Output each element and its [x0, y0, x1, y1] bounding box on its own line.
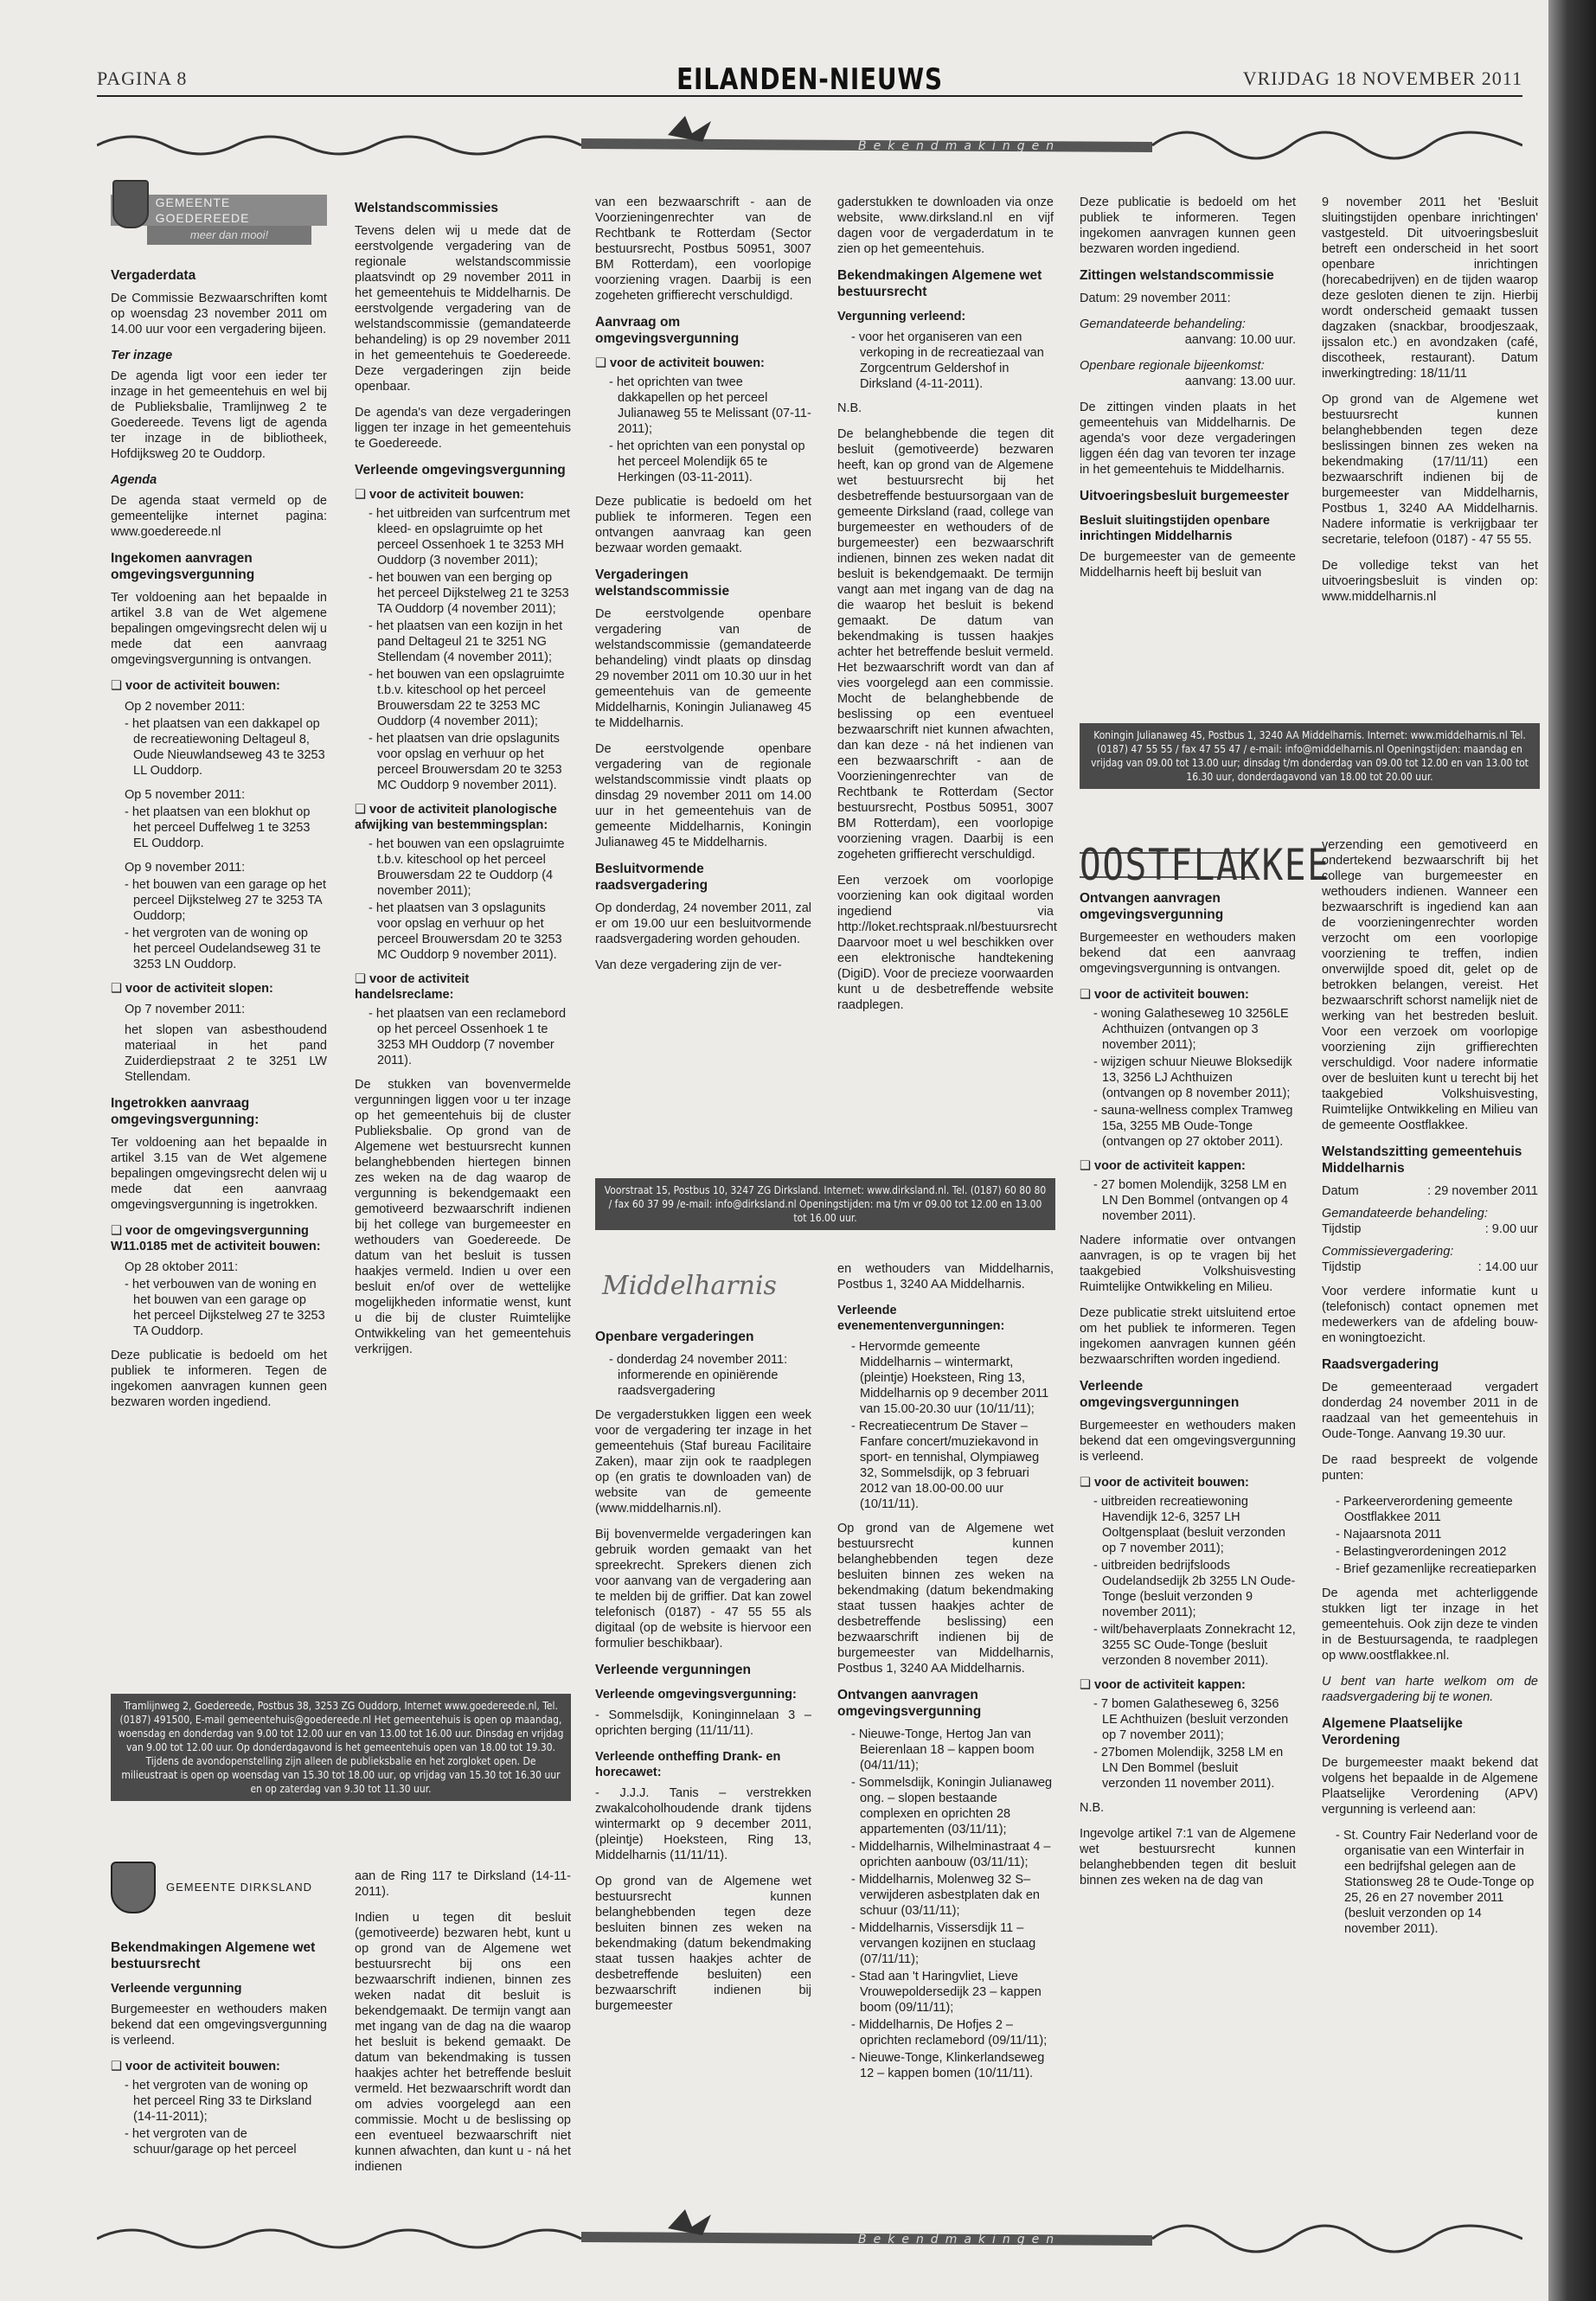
list-item: - Parkeerverordening gemeente Oostflakkee 2011	[1336, 1494, 1538, 1525]
paragraph: - J.J.J. Tanis – verstrekken zwakalcoholhoudende drank tijdens wintermarkt op 9 december 2011, (pleintje) Hoeksteen, Ring 13, Middelharnis (11/11/11).	[595, 1786, 811, 1862]
paragraph: Deze publicatie strekt uitsluitend ertoe om het publiek te informeren. Tegen ingekomen aanvragen kunnen géén bezwaarschriften worden ingediend.	[1080, 1306, 1296, 1367]
paragraph: Van deze vergadering zijn de ver-	[595, 958, 782, 972]
time: aanvang: 10.00 uur.	[1184, 333, 1296, 347]
paragraph: Op grond van de Algemene wet bestuursrecht kunnen belanghebbenden tegen deze besluiten binnen zes weken na bekendmaking (datum bekendmaking staat tussen haakjes achter de desbetreffende besluiten) een bezwaarschrift indienen bij burgemeester	[595, 1875, 811, 2013]
heading: Ingetrokken aanvraag omgevingsvergunning:	[111, 1096, 260, 1127]
list-item: - het vergroten van de schuur/garage op het perceel	[125, 2126, 327, 2157]
heading: Verleende ontheffing Drank- en horecawet:	[595, 1750, 781, 1779]
paragraph: De burgemeester van de gemeente Middelharnis heeft bij besluit van	[1080, 550, 1296, 580]
paragraph: Voor verdere informatie kunt u (telefonisch) contact opnemen met medewerkers van de afdeling bouw- en woningtoezicht.	[1322, 1285, 1538, 1345]
label: Openbare regionale bijeenkomst:	[1080, 359, 1265, 373]
heading: Vergaderingen welstandscommissie	[595, 567, 730, 599]
key: Tijdstip	[1322, 1260, 1362, 1274]
middelharnis-column-3	[595, 1261, 811, 2024]
dirksland-column-2	[355, 1868, 571, 2185]
svg-text:Bekendmakingen: Bekendmakingen	[858, 2233, 1061, 2247]
list	[111, 1277, 327, 1339]
activity-heading: ❑ voor de activiteit kappen:	[1080, 1158, 1296, 1174]
column-2	[355, 195, 571, 1368]
heading: Raadsvergadering	[1322, 1357, 1439, 1372]
date-line: Op 7 november 2011:	[125, 1003, 246, 1016]
dirksland-logo: GEMEENTE DIRKSLAND	[111, 1862, 327, 1913]
newspaper-title: EILANDEN-NIEUWS	[676, 62, 943, 97]
list-item: - Stad aan 't Haringvliet, Lieve Vrouwepoldersedijk 23 – kappen boom (09/11/11);	[851, 1969, 1054, 2016]
heading: Agenda	[111, 473, 157, 487]
list-item: - het vergroten van de woning op het perceel Ring 33 te Dirksland (14-11-2011);	[125, 2078, 327, 2125]
paragraph: 9 november 2011 het 'Besluit sluitingstijden openbare inrichtingen' vastgesteld. Dit uitvoeringsbesluit betreft een onderscheid in het soort openbare inrichtingen (horecabedrijven) en de tijden waarop deze gesloten dienen te zijn. Hierbij wordt onderscheid gemaakt tussen dagzaken (snackbar, broodjeszaak, ijssalon etc.) en avondzaken (café, discotheek, restaurant). Datum inwerkingtreding: 18/11/11	[1322, 195, 1538, 381]
activity-heading: ❑ voor de activiteit planologische afwijking van bestemmingsplan:	[355, 802, 571, 833]
heading: Aanvraag om omgevingsvergunning	[595, 315, 740, 346]
paragraph: Op grond van de Algemene wet bestuursrecht kunnen belanghebbenden tegen deze besluiten binnen zes weken na bekendmaking (datum bekendmaking staat tussen haakjes achter de desbetreffende beslissing) een bezwaarschrift indienen bij de burgemeester van Middelharnis, Postbus 1, 3240 AA Middelharnis.	[837, 1522, 1054, 1676]
list-item: - het verbouwen van de woning en het bouwen van een garage op het perceel Dijkstelweg 27 te 3253 TA Ouddorp.	[125, 1277, 327, 1339]
row	[1322, 1259, 1538, 1275]
activity-heading: ❑ voor de omgevingsvergunning W11.0185 met de activiteit bouwen:	[111, 1223, 327, 1254]
list-item: - het oprichten van een ponystal op het perceel Molendijk 65 te Herkingen (03-11-2011).	[609, 439, 811, 485]
heading: Ingekomen aanvragen omgevingsvergunning	[111, 551, 255, 582]
value: : 14.00 uur	[1477, 1260, 1538, 1274]
paragraph: De gemeenteraad vergadert donderdag 24 november 2011 in de raadzaal van het gemeentehuis in Oude-Tonge. Aanvang 19.30 uur.	[1322, 1381, 1538, 1441]
heading: Ontvangen aanvragen omgevingsvergunning	[837, 1688, 982, 1719]
paragraph: Burgemeester en wethouders maken bekend dat een omgevingsvergunning is verleend.	[1080, 1419, 1296, 1464]
list-item: - het plaatsen van een blokhut op het perceel Duffelweg 1 te 3253 EL Ouddorp.	[125, 804, 327, 851]
key: Tijdstip	[1322, 1222, 1362, 1236]
heading: Ontvangen aanvragen omgevingsvergunning	[1080, 891, 1224, 922]
list	[111, 716, 327, 779]
paragraph: Datum: 29 november 2011:	[1080, 292, 1231, 305]
oostflakkee-column-5	[1080, 840, 1330, 1899]
paragraph: aan de Ring 117 te Dirksland (14-11-2011).	[355, 1869, 571, 1899]
coat-of-arms-icon	[111, 1862, 156, 1913]
list	[111, 804, 327, 851]
paragraph: De volledige tekst van het uitvoeringsbesluit is vinden op: www.middelharnis.nl	[1322, 559, 1538, 604]
heading: Besluitvormende raadsvergadering	[595, 862, 708, 893]
heading: Verleende omgevingsvergunning	[355, 463, 566, 478]
paragraph: Nadere informatie over ontvangen aanvragen, is op te vragen bij het taakgebied Volkshuisvesting Ruimtelijke Ontwikkeling en Milieu.	[1080, 1234, 1296, 1294]
label: Gemandateerde behandeling:	[1322, 1207, 1488, 1221]
column-5	[1080, 195, 1296, 591]
list	[1080, 1006, 1296, 1150]
list-item: - 7 bomen Galatheseweg 6, 3256 LE Achthuizen (besluit verzonden op 7 november 2011);	[1093, 1696, 1296, 1743]
activity-heading: ❑ voor de activiteit bouwen:	[355, 487, 571, 503]
paragraph: De eerstvolgende openbare vergadering van de welstandscommissie (gemandateerde behandeling) vindt plaats op dinsdag 29 november 2011 om 10.30 uur in het gemeentehuis van de gemeente Middelharnis, Koningin Julianaweg 45 te Middelharnis.	[595, 607, 811, 730]
paragraph: De stukken van bovenvermelde vergunningen liggen voor u ter inzage op het gemeentehuis bij de cluster Publieksbalie. Op grond van de Algemene wet bestuursrecht kunnen belanghebbenden hiertegen binnen zes weken na de dag waarop de vergunning is bekendgemaakt een gemotiveerd bezwaarschrift indienen bij het college van burgemeester en wethouders van Goedereede. De datum van het besluit is tussen haakjes vermeld. Indien u over een besluit en/of over de wettelijke mogelijkheden informatie wenst, kunt u die bij de cluster Ruimtelijke Ontwikkeling van het gemeentehuis verkrijgen.	[355, 1078, 571, 1356]
paragraph: De agenda ligt voor een ieder ter inzage in het gemeentehuis en wel bij de Publieksbalie, Tramlijnweg 2 te Goedereede. Tevens ligt de agenda ter inzage in de bibliotheek, Hofdijksweg 20 te Ouddorp.	[111, 369, 327, 461]
date-line: Op 5 november 2011:	[125, 788, 246, 802]
list	[837, 1727, 1054, 2081]
heading: Openbare vergaderingen	[595, 1330, 754, 1344]
list	[1080, 1494, 1296, 1669]
middelharnis-contact-box: Koningin Julianaweg 45, Postbus 1, 3240 AA Middelharnis. Internet: www.middelharnis.nl Tel. (0187) 47 55 55 / fax 47 55 47 / e-mail: info@middelharnis.nl Openingstijden: maandag en vrijdag van 09.00 tot 13.00 uur; dinsdag t/m donderdag van 09.00 tot 12.00 en van 13.00 tot 16.30 uur, donderdagavond van 18.00 tot 20.00 uur.	[1080, 723, 1540, 789]
dirksland-column-1	[111, 1853, 327, 2166]
paragraph: De agenda's van deze vergaderingen liggen ter inzage in het gemeentehuis te Goedereede.	[355, 406, 571, 451]
list-item: - het plaatsen van een kozijn in het pand Deltageul 21 te 3251 NG Stellendam (4 november 2011);	[369, 619, 571, 665]
list-item: - Najaarsnota 2011	[1336, 1527, 1538, 1542]
value: : 29 november 2011	[1427, 1184, 1538, 1198]
middelharnis-logo: Middelharnis	[602, 1271, 777, 1301]
paragraph: De zittingen vinden plaats in het gemeentehuis van Middelharnis. De agenda's voor deze vergaderingen liggen één dag van tevoren ter inzage in het gemeentehuis te Middelharnis.	[1080, 401, 1296, 477]
activity-heading: ❑ voor de activiteit kappen:	[1080, 1677, 1296, 1693]
list-item: - donderdag 24 november 2011: informerende en opiniërende raadsvergadering	[609, 1352, 811, 1399]
heading: Besluit sluitingstijden openbare inrichtingen Middelharnis	[1080, 514, 1270, 543]
paragraph: De vergaderstukken liggen een week voor de vergadering ter inzage in het gemeentehuis (Staf bureau Facilitaire Zaken), maar zijn ook te raadplegen op (en gratis te downloaden van) de website van de gemeente (www.middelharnis.nl).	[595, 1408, 811, 1516]
date-line: Op 9 november 2011:	[125, 861, 246, 875]
list	[837, 330, 1054, 392]
paragraph: en wethouders van Middelharnis, Postbus 1, 3240 AA Middelharnis.	[837, 1262, 1054, 1292]
list-item: - het plaatsen van 3 opslagunits voor opslag en verhuur op het perceel Brouwersdam 20 te 3253 MC Ouddorp 9 november 2011).	[369, 901, 571, 963]
heading: Welstandszitting gemeentehuis Middelharnis	[1322, 1144, 1522, 1176]
column-6	[1322, 195, 1538, 615]
heading: Verleende omgevingsvergunning:	[595, 1688, 797, 1702]
paragraph: Ter voldoening aan het bepaalde in artikel 3.15 van de Wet algemene bepalingen omgevingsrecht delen wij u mede dat een aanvraag omgevingsvergunning is ingetrokken.	[111, 1136, 327, 1212]
paragraph: - Sommelsdijk, Koninginnelaan 3 – oprichten berging (11/11/11).	[595, 1708, 811, 1738]
list-item: - Sommelsdijk, Koningin Julianaweg ong. – slopen bestaande complexen en oprichten 28 appartementen (03/11/11);	[851, 1775, 1054, 1837]
heading: Bekendmakingen Algemene wet bestuursrecht	[111, 1940, 316, 1971]
paragraph: Tevens delen wij u mede dat de eerstvolgende vergadering van de regionale welstandscommissie plaatsvindt op 29 november 2011 in het gemeentehuis te Middelharnis. De eerstvolgende vergadering van de welstandscommissie (gemandateerde behandeling) is op 29 november 2011 in het gemeentehuis te Goedereede. Deze vergaderingen zijn beide openbaar.	[355, 224, 571, 394]
list-item: - uitbreiden bedrijfsloods Oudelandsedijk 2b 3255 LN Oude-Tonge (besluit verzonden 9 november 2011);	[1093, 1558, 1296, 1620]
section-banner-top	[97, 111, 1522, 163]
value: : 9.00 uur	[1484, 1222, 1538, 1236]
oostflakkee-logo: OOSTFLAKKEE	[1080, 840, 1330, 890]
list-item: - het bouwen van een opslagruimte t.b.v. kiteschool op het perceel Brouwersdam 22 te 3253 MC Ouddorp (4 november 2011);	[369, 667, 571, 729]
dirksland-contact-box: Voorstraat 15, Postbus 10, 3247 ZG Dirksland. Internet: www.dirksland.nl. Tel. (0187) 60 80 80 / fax 60 37 99 /e-mail: info@dirksland.nl Openingstijden: ma t/m vr 09.00 tot 12.00 en 13.00 tot 16.00 uur.	[595, 1178, 1055, 1230]
list-item: - Nieuwe-Tonge, Hertog Jan van Beierenlaan 18 – kappen boom (04/11/11);	[851, 1727, 1054, 1773]
paragraph: Op donderdag, 24 november 2011, zal er om 19.00 uur een besluitvormende raadsvergadering worden gehouden.	[595, 901, 811, 946]
list-item: - wilt/behaverplaats Zonnekracht 12, 3255 SC Oude-Tonge (besluit verzonden 8 november 2011).	[1093, 1622, 1296, 1669]
label: Gemandateerde behandeling:	[1080, 317, 1246, 331]
list	[1322, 1828, 1538, 1937]
page-edge-shadow	[1548, 0, 1596, 2301]
activity-heading: ❑ voor de activiteit bouwen:	[111, 2059, 327, 2074]
paragraph: N.B.	[837, 401, 862, 415]
heading: Zittingen welstandscommissie	[1080, 268, 1274, 283]
svg-text:Bekendmakingen: Bekendmakingen	[858, 139, 1061, 153]
row	[1322, 1221, 1538, 1237]
list	[111, 2078, 327, 2157]
list-item: - 27bomen Molendijk, 3258 LM en LN Den Bommel (besluit verzonden 11 november 2011).	[1093, 1745, 1296, 1791]
paragraph: Ter voldoening aan het bepaalde in artikel 3.8 van de Wet algemene bepalingen omgevingsrecht delen wij u mede dat een aanvraag omgevingsvergunning is ontvangen.	[111, 591, 327, 667]
page-number: PAGINA 8	[97, 67, 188, 89]
list-item: - Recreatiecentrum De Staver – Fanfare concert/muziekavond in sport- en tennishal, Olympiaweg 32, Sommelsdijk, op 3 februari 2012 van 18.00-00.00 uur (10/11/11).	[851, 1419, 1054, 1512]
list-item: - het bouwen van een garage op het perceel Dijkstelweg 27 te 3253 TA Ouddorp;	[125, 877, 327, 924]
row	[1322, 1183, 1538, 1199]
paragraph: De eerstvolgende openbare vergadering van de regionale welstandscommissie vindt plaats op dinsdag 29 november 2011 om 14.00 uur in het gemeentehuis van de gemeente Middelharnis, Koningin Julianaweg 45 te Middelharnis.	[595, 742, 811, 849]
time: aanvang: 13.00 uur.	[1184, 375, 1296, 388]
paragraph: Op grond van de Algemene wet bestuursrecht kunnen belanghebbenden tegen deze beslissingen binnen zes weken na bekendmaking (17/11/11) een bezwaarschrift indienen bij de burgemeester van Middelharnis, Postbus 1, 3240 AA Middelharnis. Nadere informatie is verkrijgbaar ter secretarie, telefoon (0187) - 47 55 55.	[1322, 393, 1538, 547]
issue-date: VRIJDAG 18 NOVEMBER 2011	[1242, 67, 1522, 89]
paragraph: Indien u tegen dit besluit (gemotiveerde) bezwaren hebt, kunt u op grond van de Algemene wet bestuursrecht bij ons een bezwaarschrift indienen, binnen zes weken nadat dit besluit is bekendgemaakt. De termijn vangt aan met ingang van de dag na die waarop het besluit is bekend gemaakt. De datum van bekendmaking is tussen haakjes achter het betreffende besluit vermeld. Het bezwaarschrift wordt dan om advies voorgelegd aan een commissie. Mocht u de beslissing op een eventueel bezwaarschrift niet kunnen afwachten, dan kunt u - ná het indienen	[355, 1911, 571, 2174]
date-line: Op 28 oktober 2011:	[125, 1260, 239, 1274]
paragraph: het slopen van asbesthoudend materiaal in het pand Zuiderdiepstraat 2 te 3251 LW Stellendam.	[125, 1023, 327, 1084]
list-item: - het uitbreiden van surfcentrum met kleed- en opslagruimte op het perceel Ossenhoek 1 te 3253 MH Ouddorp (3 november 2011);	[369, 506, 571, 568]
heading: Verleende vergunning	[111, 1982, 242, 1996]
paragraph: Burgemeester en wethouders maken bekend dat een omgevingsvergunning is verleend.	[111, 2003, 327, 2048]
heading: Verleende omgevingsvergunningen	[1080, 1379, 1240, 1410]
list-item: - het oprichten van twee dakkapellen op het perceel Julianaweg 55 te Melissant (07-11-2011);	[609, 375, 811, 437]
paragraph: Ingevolge artikel 7:1 van de Algemene wet bestuursrecht kunnen belanghebbenden tegen dit besluit binnen zes weken na de dag van	[1080, 1827, 1296, 1888]
paragraph: van een bezwaarschrift - aan de Voorzieningenrechter van de Rechtbank te Rotterdam (Sector bestuursrecht, Postbus 50951, 3007 BM Rotterdam), een voorlopige voorziening vragen. Daarbij is een zogeheten griffierecht verschuldigd.	[595, 195, 811, 303]
heading: Ter inzage	[111, 349, 173, 362]
heading: Vergaderdata	[111, 268, 196, 283]
list	[1322, 1494, 1538, 1577]
list-item: - Middelharnis, Molenweg 32 S– verwijderen asbestplaten dak en schuur (03/11/11);	[851, 1872, 1054, 1919]
paragraph: verzending een gemotiveerd en ondertekend bezwaarschrift bij het college van burgemeester en wethouders indienen. Wanneer een bezwaarschrift is ingediend kan aan de voorzieningenrechter worden verzocht om een voorlopige voorziening te treffen, indien onverwijlde spoed dit, gelet op de betrokken belangen, vereist. Het bezwaarschrift schorst namelijk niet de werking van het bestreden besluit. Voor een verzoek om voorlopige voorziening zijn griffierechten verschuldigd. Voor nadere informatie over de besluiten kunt u terecht bij het taakgebied Volkshuisvesting, Ruimtelijke Ontwikkeling en Milieu van de gemeente Oostflakkee.	[1322, 838, 1538, 1132]
page-header	[97, 61, 1522, 97]
list-item: - het bouwen van een berging op het perceel Dijkstelweg 21 te 3253 TA Ouddorp (4 november 2011);	[369, 570, 571, 617]
paragraph: De agenda met achterliggende stukken ligt ter inzage in het gemeentehuis. Ook zijn deze te vinden in de Bestuursagenda, te raadplegen op www.oostflakkee.nl.	[1322, 1586, 1538, 1663]
list-item: - het plaatsen van drie opslagunits voor opslag en verhuur op het perceel Brouwersdam 20 te 3253 MC Ouddorp 9 november 2011).	[369, 731, 571, 793]
list-item: - wijzigen schuur Nieuwe Bloksedijk 13, 3256 LJ Achthuizen (ontvangen op 8 november 2011);	[1093, 1054, 1296, 1101]
list-item: - het vergroten van de woning op het perceel Oudelandseweg 31 te 3253 LN Ouddorp.	[125, 926, 327, 972]
paragraph: gaderstukken te downloaden via onze website, www.dirksland.nl en vijf dagen voor de vergaderdatum in te zien op het gemeentehuis.	[837, 195, 1054, 256]
paragraph: De agenda staat vermeld op de gemeentelijke internet pagina: www.goedereede.nl	[111, 494, 327, 539]
coat-of-arms-icon	[112, 180, 149, 228]
list-item: - 27 bomen Molendijk, 3258 LM en LN Den Bommel (ontvangen op 4 november 2011).	[1093, 1177, 1296, 1224]
heading: Algemene Plaatselijke Verordening	[1322, 1716, 1463, 1747]
list	[1080, 1696, 1296, 1791]
list	[355, 1006, 571, 1068]
heading: Verleende evenementenvergunningen:	[837, 1304, 1005, 1333]
heading: Welstandscommissies	[355, 201, 498, 215]
heading: Bekendmakingen Algemene wet bestuursrecht	[837, 268, 1042, 299]
list-item: - Middelharnis, Vissersdijk 11 – vervangen kozijnen en stuclaag (07/11/11);	[851, 1920, 1054, 1967]
list-item: - het plaatsen van een dakkapel op de recreatiewoning Deltageul 8, Oude Nieuwlandseweg 43 te 3253 LL Ouddorp.	[125, 716, 327, 779]
paragraph: Burgemeester en wethouders maken bekend dat een aanvraag omgevingsvergunning is ontvangen.	[1080, 931, 1296, 976]
list	[355, 506, 571, 793]
list	[111, 877, 327, 972]
list-item: - het bouwen van een opslagruimte t.b.v. kiteschool op het perceel Brouwersdam 22 te Ouddorp (4 november 2011);	[369, 836, 571, 899]
paragraph: Deze publicatie is bedoeld om het publiek te informeren. Tegen de ingekomen aanvragen kunnen geen bezwaren worden ingediend.	[111, 1349, 327, 1409]
heading: Vergunning verleend:	[837, 310, 966, 324]
goedereede-slogan: meer dan mooi!	[147, 226, 311, 245]
paragraph: De burgemeester maakt bekend dat volgens het bepaalde in de Algemene Plaatselijke Verordening (APV) vergunning is verleend aan:	[1322, 1756, 1538, 1817]
column-3	[595, 195, 811, 984]
section-banner-bottom	[97, 2204, 1522, 2256]
list	[595, 375, 811, 485]
heading: Uitvoeringsbesluit burgemeester	[1080, 489, 1290, 503]
heading: Verleende vergunningen	[595, 1663, 752, 1677]
activity-heading: ❑ voor de activiteit slopen:	[111, 981, 327, 997]
list-item: - Nieuwe-Tonge, Klinkerlandseweg 12 – kappen bomen (10/11/11).	[851, 2050, 1054, 2081]
activity-heading: ❑ voor de activiteit bouwen:	[595, 356, 811, 371]
list-item: - Middelharnis, Wilhelminastraat 4 – oprichten aanbouw (03/11/11);	[851, 1839, 1054, 1870]
list-item: - Belastingverordeningen 2012	[1336, 1544, 1538, 1560]
list-item: - Middelharnis, De Hofjes 2 – oprichten reclamebord (09/11/11);	[851, 2017, 1054, 2048]
paragraph: De belanghebbende die tegen dit besluit (gemotiveerde) bezwaren heeft, kan op grond van de Algemene wet bestuursrecht bij het desbetreffende bestuursorgaan van de gemeente Dirksland (raad, college van burgemeester en wethouders of de burgemeester) een bezwaarschrift indienen, binnen zes weken nadat dit besluit is bekendgemaakt. De termijn vangt aan met ingang van de dag na die waarop het besluit is bekend gemaakt. De datum van bekendmaking is tussen haakjes achter het betreffende besluit vermeld. Het bezwaarschrift wordt van dan af vies voorgelegd aan een commissie. Mocht de belanghebbende de beslissing op een eventueel bezwaarschrift niet kunnen afwachten, dan kan deze - ná het indienen van een bezwaarschrift - aan de Voorzieningenrechter van de Rechtbank te Rotterdam (Sector bestuursrecht, Postbus 50951, 3007 BM Rotterdam), een voorlopige voorziening vragen. Daarbij is een zogeheten griffierecht verschuldigd.	[837, 427, 1054, 862]
paragraph: Deze publicatie is bedoeld om het publiek te informeren. Tegen een ontvangen aanvraag kan geen bezwaar worden gemaakt.	[595, 495, 811, 555]
list	[837, 1339, 1054, 1512]
activity-heading: ❑ voor de activiteit bouwen:	[1080, 987, 1296, 1003]
list-item: - St. Country Fair Nederland voor de organisatie van een Winterfair in een bedrijfshal gelegen aan de Stationsweg 28 te Oude-Tonge op 25, 26 en 27 november 2011 (besluit verzonden op 14 november 2011).	[1336, 1828, 1538, 1937]
goedereede-logo: GEMEENTE GOEDEREEDE	[111, 195, 327, 226]
activity-heading: ❑ voor de activiteit bouwen:	[111, 678, 327, 694]
paragraph: Deze publicatie is bedoeld om het publiek te informeren. Tegen ingekomen aanvragen kunnen geen bezwaren worden ingediend.	[1080, 195, 1296, 256]
oostflakkee-column-6	[1322, 837, 1538, 1945]
label: Commissievergadering:	[1322, 1245, 1454, 1259]
paragraph: U bent van harte welkom om de raadsvergadering bij te wonen.	[1322, 1675, 1538, 1704]
key: Datum	[1322, 1184, 1359, 1198]
paragraph: N.B.	[1080, 1801, 1105, 1815]
goedereede-contact-box: Tramlijnweg 2, Goedereede, Postbus 38, 3253 ZG Ouddorp, Internet www.goedereede.nl, Tel. (0187) 491500, E-mail gemeentehuis@goedereede.nl Het gemeentehuis is open op maandag, woensdag en donderdag van 9.00 tot 12.00 uur en van 13.00 tot 16.00 uur. Dinsdag en vrijdag van 9.00 tot 12.00 uur. Op donderdagavond is het gemeentehuis open van 18.00 tot 19.30. Tijdens de avondopenstelling zijn alleen de publieksbalie en het zorgloket open. De milieustraat is open op woensdag van 15.30 tot 18.00 uur, op vrijdag van 15.30 tot 16.30 uur en op zaterdag van 9.30 tot 11.30 uur.	[111, 1694, 571, 1801]
date-line: Op 2 november 2011:	[125, 700, 246, 714]
list-item: - Brief gezamenlijke recreatieparken	[1336, 1561, 1538, 1577]
list-item: - Hervormde gemeente Middelharnis – wintermarkt, (pleintje) Hoeksteen, Ring 13, Middelharnis op 9 december 2011 van 15.00-20.30 uur (10/11/11);	[851, 1339, 1054, 1417]
list-item: - woning Galatheseweg 10 3256LE Achthuizen (ontvangen op 3 november 2011);	[1093, 1006, 1296, 1053]
paragraph: Een verzoek om voorlopige voorziening kan ook digitaal worden ingediend via http://loket.rechtspraak.nl/bestuursrecht Daarvoor moet u wel beschikken over een elektronische handtekening (DigiD). Voor de precieze voorwaarden kunt u de desbetreffende website raadplegen.	[837, 874, 1057, 1012]
middelharnis-column-4	[837, 1261, 1054, 2090]
list	[1080, 1177, 1296, 1224]
list-item: - sauna-wellness complex Tramweg 15a, 3255 MB Oude-Tonge (ontvangen op 27 oktober 2011).	[1093, 1103, 1296, 1150]
list-item: - het plaatsen van een reclamebord op het perceel Ossenhoek 1 te 3253 MH Ouddorp (7 november 2011).	[369, 1006, 571, 1068]
activity-heading: ❑ voor de activiteit bouwen:	[1080, 1475, 1296, 1490]
column-4	[837, 195, 1057, 1023]
paragraph: Bij bovenvermelde vergaderingen kan gebruik worden gemaakt van het spreekrecht. Sprekers dienen zich voor aanvang van de vergadering aan te melden bij de griffier. Dat kan zowel telefonisch (0187) - 47 55 55 als digitaal (op de website is hiervoor een formulier beschikbaar).	[595, 1528, 811, 1650]
paragraph: De raad bespreekt de volgende punten:	[1322, 1453, 1538, 1483]
list-item: - uitbreiden recreatiewoning Havendijk 12-6, 3257 LH Ooltgensplaat (besluit verzonden op 7 november 2011);	[1093, 1494, 1296, 1556]
list-item: - voor het organiseren van een verkoping in de recreatiezaal van Zorgcentrum Geldershof in Dirksland (4-11-2011).	[851, 330, 1054, 392]
paragraph: De Commissie Bezwaarschriften komt op woensdag 23 november 2011 om 14.00 uur voor een vergadering bijeen.	[111, 292, 327, 336]
list	[595, 1352, 811, 1399]
list	[355, 836, 571, 963]
activity-heading: ❑ voor de activiteit handelsreclame:	[355, 971, 571, 1003]
column-1	[111, 195, 327, 1420]
